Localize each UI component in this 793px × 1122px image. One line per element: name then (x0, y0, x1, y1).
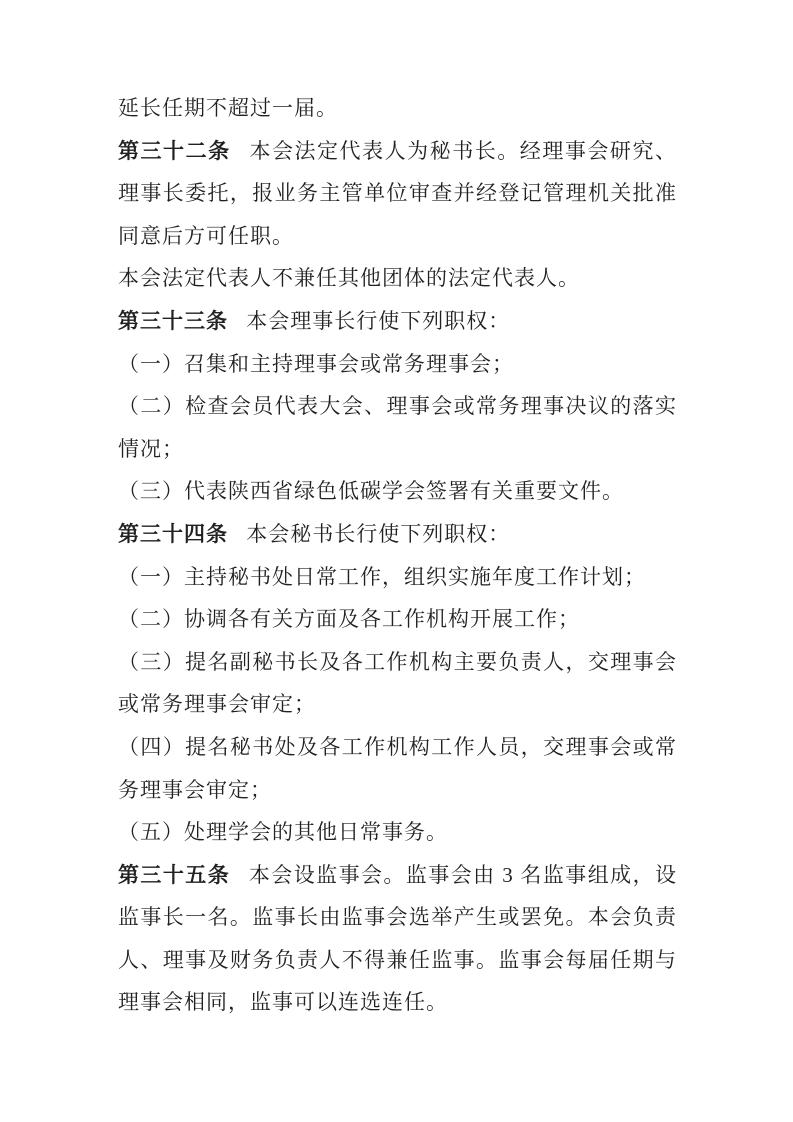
paragraph-text: （三）代表陕西省绿色低碳学会签署有关重要文件。 (118, 479, 624, 504)
paragraph (118, 470, 677, 513)
paragraph (118, 726, 677, 811)
paragraph-text: 本会理事长行使下列职权： (246, 308, 511, 333)
paragraph (118, 598, 677, 641)
paragraph-text: （一）召集和主持理事会或常务理事会； (118, 351, 514, 376)
paragraph-text: （一）主持秘书处日常工作，组织实施年度工作计划； (118, 564, 646, 589)
paragraph-text: 本会设监事会。监事会由 3 名监事组成，设监事长一名。监事长由监事会选举产生或罢免。本会负责人、理事及财务负责人不得兼任监事。监事会每届任期与理事会相同，监事可以连选连任。 (118, 862, 678, 1015)
paragraph (118, 556, 677, 599)
paragraph-text: （五）处理学会的其他日常事务。 (118, 820, 448, 845)
article-number: 第三十三条 (118, 308, 228, 333)
article-number: 第三十二条 (118, 138, 231, 163)
paragraph-text: 延长任期不超过一届。 (118, 96, 338, 120)
paragraph-text: 本会法定代表人为秘书长。经理事会研究、理事长委托，报业务主管单位审查并经登记管理机关批准同意后方可任职。 (118, 138, 677, 248)
article-number: 第三十四条 (118, 521, 228, 546)
paragraph (118, 641, 677, 726)
paragraph (118, 513, 677, 556)
paragraph-text: 本会法定代表人不兼任其他团体的法定代表人。 (118, 266, 580, 291)
document-content (118, 87, 677, 1024)
paragraph (118, 87, 677, 130)
paragraph (118, 343, 677, 386)
article-number: 第三十五条 (118, 862, 231, 887)
paragraph (118, 854, 677, 1024)
paragraph (118, 257, 677, 300)
paragraph-text: （二）协调各有关方面及各工作机构开展工作； (118, 607, 580, 632)
paragraph-text: （二）检查会员代表大会、理事会或常务理事决议的落实情况； (118, 394, 677, 461)
paragraph (118, 811, 677, 854)
paragraph (118, 300, 677, 343)
paragraph (118, 130, 677, 258)
paragraph-text: （四）提名秘书处及各工作机构工作人员，交理事会或常务理事会审定； (118, 734, 677, 802)
paragraph (118, 385, 677, 470)
paragraph-text: 本会秘书长行使下列职权： (246, 521, 511, 546)
paragraph-text: （三）提名副秘书长及各工作机构主要负责人，交理事会或常务理事会审定； (118, 649, 677, 717)
